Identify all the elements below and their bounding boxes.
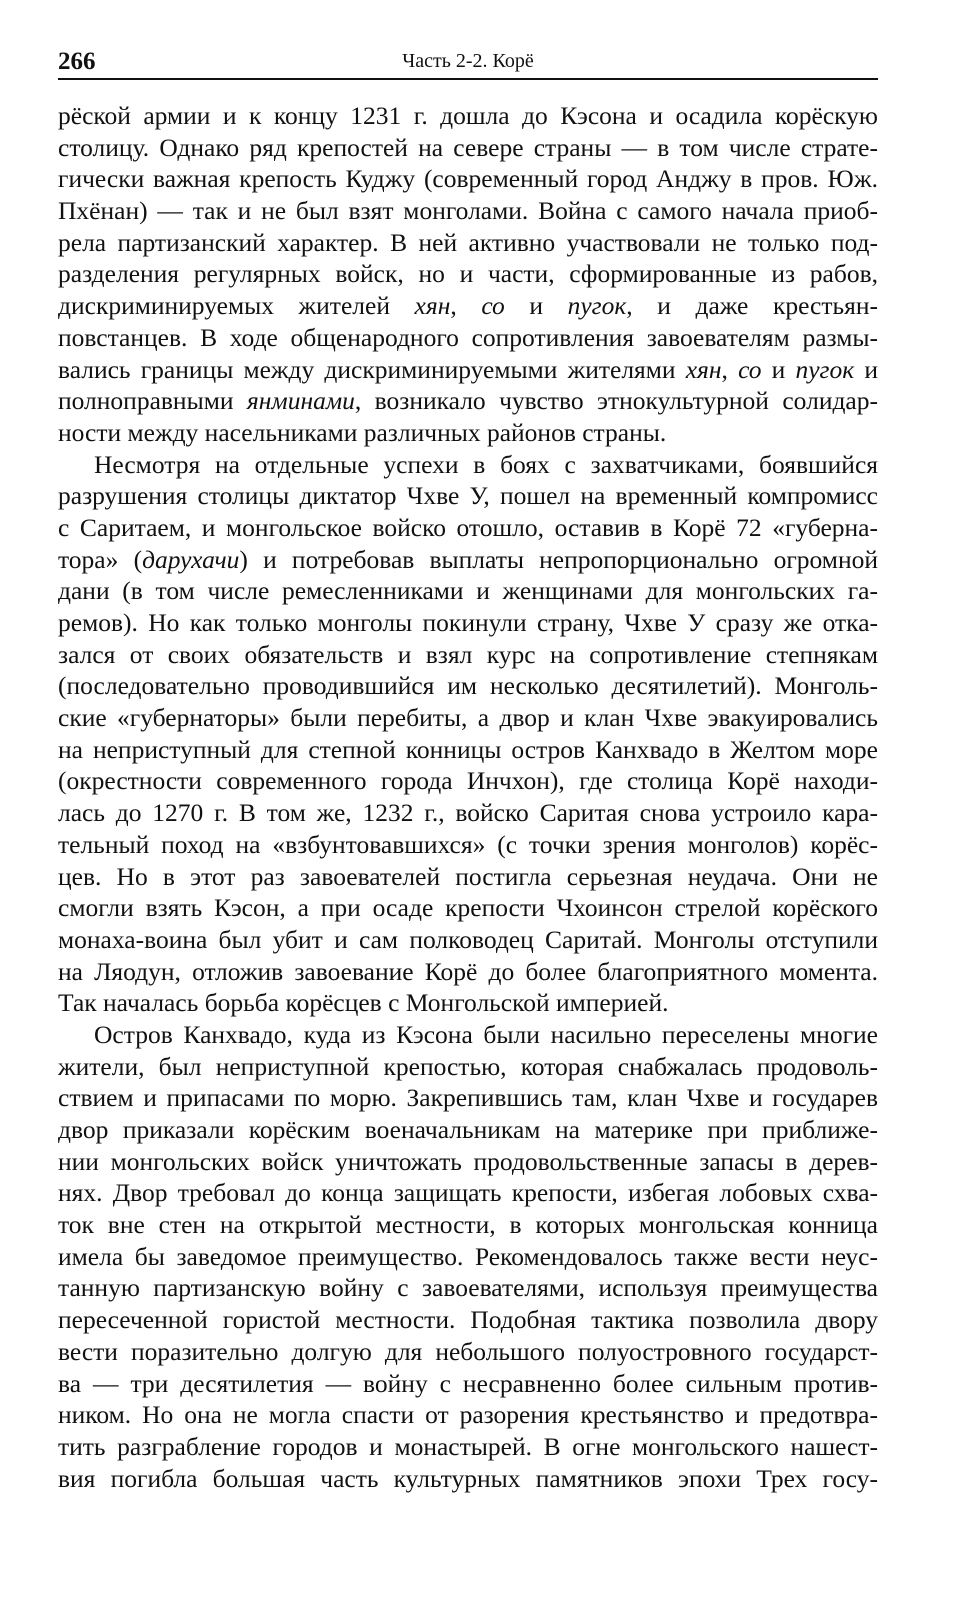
- text-line: ва — три десятилетия — войну с несравненно более сильным против-: [58, 1368, 878, 1398]
- text-line: зался от своих обязательств и взял курс на сопротивление степнякам: [58, 639, 878, 669]
- italic-term: пугок: [567, 291, 627, 321]
- text-line: разрушения столицы диктатор Чхве У, пошел на временный компромисс: [58, 481, 878, 511]
- text-line: вести поразительно долгую для небольшого полуостровного государст-: [58, 1336, 878, 1366]
- running-header: [58, 40, 878, 80]
- running-title: Часть 2-2. Корё: [402, 50, 534, 72]
- text-line: ток вне стен на открытой местности, в которых монгольская конница: [58, 1210, 878, 1240]
- text-line: лась до 1270 г. В том же, 1232 г., войско Саритая снова устроило кара-: [58, 798, 878, 828]
- text-line: смогли взять Кэсон, а при осаде крепости Чхоинсон стрелой корёского: [58, 893, 878, 923]
- text-line: ремов). Но как только монголы покинули страну, Чхве У сразу же отка-: [58, 608, 878, 637]
- paragraph: [58, 1019, 878, 1494]
- text-line: разделения регулярных войск, но и части, сформированные из рабов,: [58, 259, 878, 289]
- italic-term: хян: [685, 354, 722, 384]
- body-text: [58, 100, 878, 1494]
- text-line: тить разграбление городов и монастырей. В огне монгольского нашест-: [58, 1431, 878, 1461]
- text-line: монаха-воина был убит и сам полководец Саритай. Монголы отступили: [58, 924, 878, 954]
- text-line: ности между насельниками различных районов страны.: [58, 417, 667, 447]
- text-line: нии монгольских войск уничтожать продовольственные запасы в дерев-: [58, 1146, 878, 1176]
- italic-term: пугок: [795, 354, 855, 384]
- text-line: ствием и припасами по морю. Закрепившись там, клан Чхве и государев: [58, 1083, 878, 1113]
- text-line: имела бы заведомое преимущество. Рекомендовалось также вести неус-: [58, 1241, 878, 1271]
- text-line: ские «губернаторы» были перебиты, а двор и клан Чхве эвакуировались: [58, 703, 878, 733]
- text-line: жители, был неприступной крепостью, которая снабжалась продоволь-: [58, 1051, 878, 1081]
- text-line: гически важная крепость Куджу (современный город Анджу в пров. Юж.: [58, 164, 878, 194]
- text-line: рёской армии и к концу 1231 г. дошла до Кэсона и осадила корёскую: [58, 101, 878, 130]
- text-line: танную партизанскую войну с завоевателями, используя преимущества: [58, 1273, 878, 1303]
- text-line: Пхёнан) — так и не был взят монголами. Война с самого начала приоб-: [58, 196, 878, 226]
- text-line: (последовательно проводившийся им несколько десятилетий). Монголь-: [58, 671, 878, 701]
- paragraph: [58, 449, 878, 1019]
- text-line: на неприступный для степной конницы остров Канхвадо в Желтом море: [58, 734, 878, 764]
- text-line: полноправными янминами, возникало чувство этнокультурной солидар-: [58, 386, 878, 416]
- text-line: ником. Но она не могла спасти от разорения крестьянство и предотвра-: [58, 1400, 878, 1430]
- text-line: повстанцев. В ходе общенародного сопротивления завоевателям размы-: [58, 322, 878, 352]
- italic-term: дарухачи: [142, 544, 240, 574]
- text-line: цев. Но в этот раз завоевателей постигла серьезная неудача. Они не: [58, 861, 878, 891]
- text-line: пересеченной гористой местности. Подобная тактика позволила двору: [58, 1305, 878, 1335]
- text-line: вались границы между дискриминируемыми жителями хян, со и пугок и: [58, 354, 878, 384]
- page-number: 266: [58, 48, 96, 75]
- text-line: дани (в том числе ремесленниками и женщинами для монгольских га-: [58, 576, 878, 606]
- italic-term: со: [738, 354, 762, 384]
- paragraph: [58, 100, 878, 449]
- text-line: двор приказали корёским военачальникам на материке при приближе-: [58, 1115, 878, 1144]
- text-line: нях. Двор требовал до конца защищать крепости, избегая лобовых схва-: [58, 1178, 878, 1208]
- text-line: вия погибла большая часть культурных памятников эпохи Трех госу-: [58, 1463, 878, 1493]
- text-line: на Ляодун, отложив завоевание Корё до более благоприятного момента.: [58, 956, 878, 986]
- text-line: столицу. Однако ряд крепостей на севере страны — в том числе страте-: [58, 132, 878, 162]
- text-line: тельный поход на «взбунтовавшихся» (с точки зрения монголов) корёс-: [58, 829, 878, 859]
- text-line: Остров Канхвадо, куда из Кэсона были насильно переселены многие: [94, 1019, 878, 1049]
- text-line: Несмотря на отдельные успехи в боях с захватчиками, боявшийся: [94, 449, 878, 479]
- text-line: тора» (дарухачи) и потребовав выплаты непропорционально огромной: [58, 544, 878, 574]
- text-line: рела партизанский характер. В ней активно участвовали не только под-: [58, 227, 878, 257]
- text-line: Так началась борьба корёсцев с Монгольской империей.: [58, 988, 669, 1018]
- italic-term: хян: [414, 291, 451, 321]
- text-line: дискриминируемых жителей хян, со и пугок, и даже крестьян-: [58, 291, 878, 321]
- book-page: [58, 40, 878, 1494]
- italic-term: со: [481, 291, 505, 321]
- text-line: (окрестности современного города Инчхон), где столица Корё находи-: [58, 766, 878, 796]
- text-line: с Саритаем, и монгольское войско отошло, оставив в Корё 72 «губерна-: [58, 512, 878, 542]
- italic-term: янминами: [246, 386, 355, 416]
